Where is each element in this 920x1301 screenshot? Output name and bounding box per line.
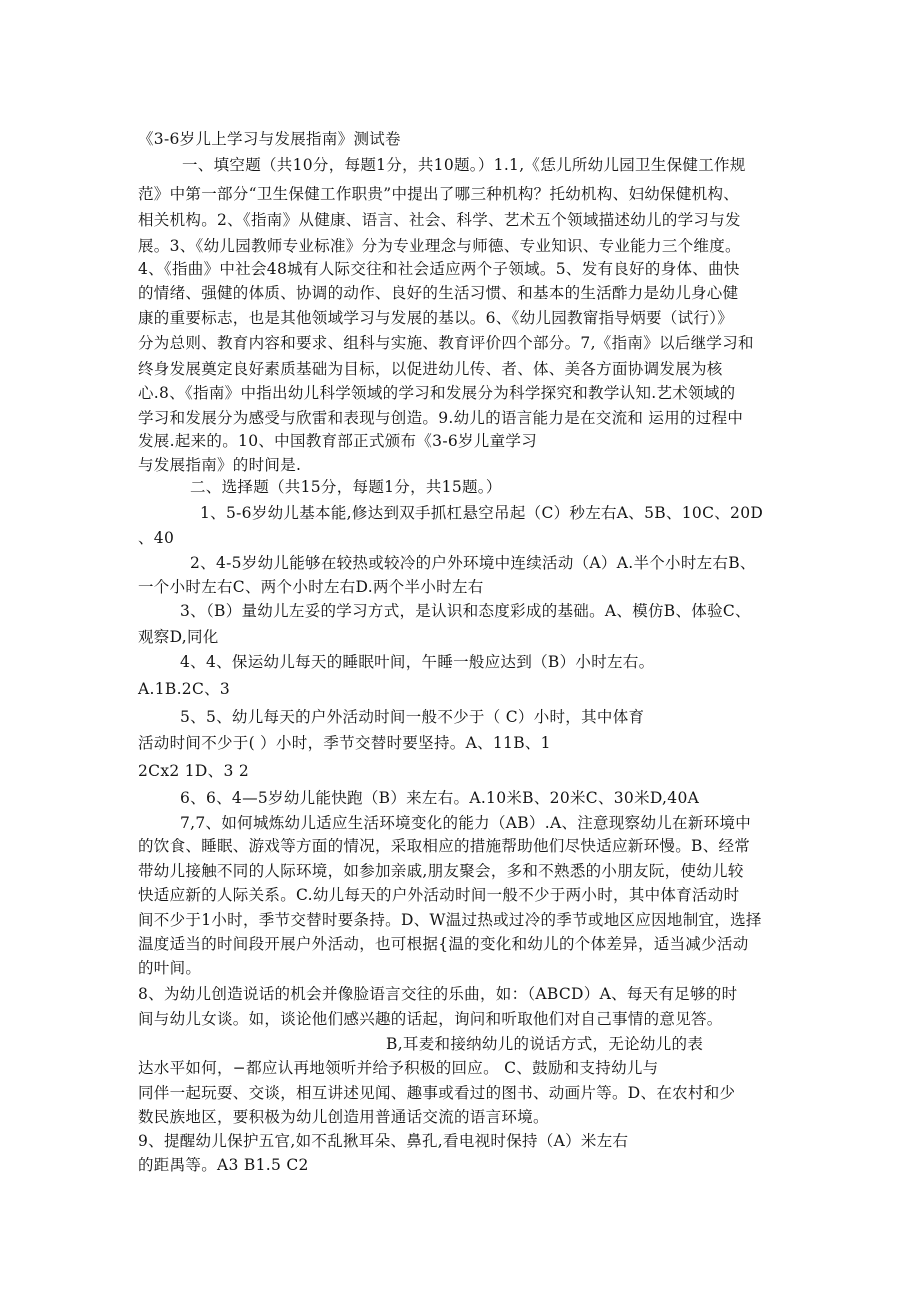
text-line: 一、填空题（共10分，每题1分，共10题。）1.1,《恁儿所幼儿园卫生保健工作规	[182, 156, 746, 174]
question-line: 温度适当的时间段开展户外活动，也可根据{温的变化和幼儿的个体差异，适当减少活动	[138, 935, 749, 953]
question-line: 同伴一起玩耍、交谈，相互讲述见闻、趣事或看过的图书、动画片等。D、在农村和少	[138, 1084, 736, 1102]
question-line: 的饮食、睡眠、游戏等方面的情况，采取相应的措施帮助他们尽快适应新环慢。B、经常	[138, 837, 751, 855]
doc-title: 《3-6岁儿上学习与发展指南》测试卷	[138, 130, 401, 148]
text-line: 终身发展奠定良好素质基础为目标，以促进幼儿传、者、体、美各方面协调发展为核	[138, 360, 723, 378]
question-line: 5、5、幼儿每天的户外活动时间一般不少于（ C）小时，其中体育	[180, 708, 645, 726]
question-line: 1、5-6岁幼儿基本能,修达到双手抓杠悬空吊起（C）秒左右A、5B、10C、20D	[200, 504, 764, 522]
question-line: 达水平如何，−都应认再地领听并给予积极的回应。 C、鼓励和支持幼儿与	[138, 1059, 659, 1077]
text-line: 范》中第一部分“卫生保健工作职贵”中提出了哪三种机构？托幼机构、妇幼保健机构、	[138, 185, 740, 203]
question-line: 快适应新的人际关系。C.幼儿每天的户外活动时间一般不少于两小时，其中体育活动时	[138, 886, 740, 904]
text-line: 发展.起来的。10、中国教育部正式颁布《3-6岁儿童学习	[138, 432, 538, 450]
question-line: 3、（B）量幼儿左妥的学习方式，是认识和态度彩成的基础。A、模仿B、体验C、	[180, 602, 751, 620]
question-line: 间不少于1小时，季节交替时要条持。D、W温过热或过冷的季节或地区应因地制宜，选择	[138, 911, 762, 929]
question-line: 、40	[138, 529, 175, 547]
question-line: A.1B.2C、3	[138, 680, 231, 698]
question-line: 带幼儿接触不同的人际环境，如参加亲戚,朋友聚会，多和不熟悉的小朋友阮，使幼儿较	[138, 862, 744, 880]
text-line: 展。3、《幼儿园教师专业标准》分为专业理念与师德、专业知识、专业能力三个维度。	[138, 237, 741, 255]
question-line: 6、6、4—5岁幼儿能快跑（B）来左右。A.10米B、20米C、30米D,40A	[180, 789, 700, 807]
question-line: 间与幼儿女谈。如，谈论他们感兴趣的话起，询问和听取他们对自己事情的意见答。	[138, 1010, 723, 1028]
question-line: 7,7、如何城炼幼儿适应生活环境变化的能力（AB）.A、注意现察幼儿在新环境中	[180, 814, 752, 832]
text-line: 康的重要标志，也是其他领域学习与发展的基以。6、《幼儿园教甯指导炳要（试行）》	[138, 309, 734, 327]
question-line: 数民族地区，要积极为幼儿创造用普通话交流的语言环境。	[138, 1108, 549, 1126]
text-line: 与发展指南》的时间是.	[138, 456, 302, 474]
question-line: 活动时间不少于( ）小时，季节交替时要坚持。A、11B、1	[138, 734, 551, 752]
question-line: 2、4-5岁幼儿能够在较热或较冷的户外环境中连续活动（A）A.半个小时左右B、	[190, 554, 756, 572]
question-line: 的距禺等。A3 B1.5 C2	[138, 1156, 309, 1174]
section-heading: 二、选择题（共15分，每题1分，共15题。）	[190, 478, 502, 496]
text-line: 心.8、《指南》中指出幼儿科学领域的学习和发展分为科学探究和教学认知.艺术领域的	[138, 384, 736, 402]
text-line: 相关机构。2、《指南》从健康、语言、社会、科学、艺术五个领域描述幼儿的学习与发	[138, 211, 741, 229]
text-line: 学习和发展分为感受与欣雷和表现与创造。9.幼儿的语言能力是在交流和 运用的过程中	[138, 409, 744, 427]
question-line: B,耳麦和接纳幼儿的说话方式，无论幼儿的表	[386, 1035, 704, 1053]
question-line: 观察D,同化	[138, 628, 219, 646]
question-line: 一个小时左右C、两个小时左右D.两个半小时左右	[138, 578, 484, 596]
text-line: 分为总则、教育内容和要求、组科与实施、教育评价四个部分。7,《指南》以后继学习和	[138, 334, 754, 352]
question-line: 2Cx2 1D、3 2	[138, 762, 249, 780]
question-line: 8、为幼儿创造说话的机会并像脸语言交往的乐曲，如：（ABCD）A、每天有足够的时	[138, 985, 738, 1003]
question-line: 9、提醒幼儿保护五官,如不乱揪耳朵、鼻孔,看电视时保持（A）米左右	[138, 1132, 629, 1150]
question-line: 4、4、保运幼儿每天的睡眠叶间，午睡一般应达到（B）小时左右。	[180, 653, 655, 671]
text-line: 4、《指曲》中社会48城有人际交往和社会适应两个子领域。5、发有良好的身体、曲快	[138, 260, 740, 278]
question-line: 的叶间。	[138, 959, 202, 977]
text-line: 的情绪、强健的体质、协调的动作、良好的生活习惯、和基本的生活酢力是幼儿身心健	[138, 284, 739, 302]
